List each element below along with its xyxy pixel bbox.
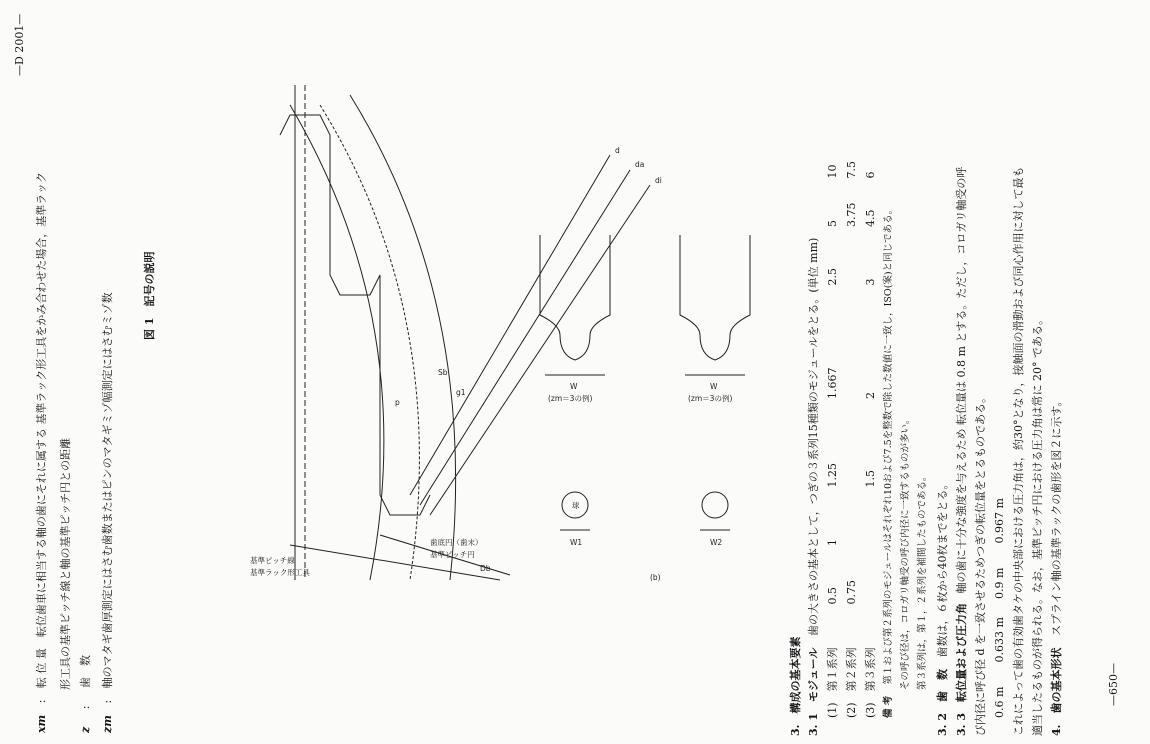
- section-3-2-title: 3. 2 歯 数: [936, 669, 949, 736]
- section-3-1-text: 歯の大きさの基本として，つぎの３系列15種類のモジュールをとる。(単位 mm): [807, 237, 820, 636]
- def-text: 軸のマタギ歯厚測定にはさむ歯数またはピンのマタギミゾ幅測定にはさむミゾ数: [101, 292, 114, 689]
- series-value: 0.75: [845, 580, 858, 605]
- dim-line-d: [410, 155, 610, 495]
- series-value: 5: [826, 220, 839, 227]
- tooth-arc-2: [320, 105, 419, 580]
- label-circle1: 歯底円（歯末）: [430, 538, 483, 547]
- series-value: 7.5: [845, 161, 858, 179]
- series-value: 10: [826, 164, 839, 179]
- def-colon: :: [101, 699, 114, 704]
- section-3-3: [956, 167, 967, 736]
- def-symbol: zm: [101, 715, 114, 733]
- page-reference: —D 2001—: [13, 13, 26, 76]
- series-label: (3) 第３系列: [864, 647, 877, 718]
- pin-bottom: [702, 492, 728, 518]
- series-value: 1.667: [826, 367, 839, 399]
- def-xm: [36, 172, 47, 733]
- series-label: (2) 第２系列: [845, 647, 858, 718]
- section-3-1: [808, 238, 819, 736]
- series-value: 3: [864, 278, 877, 286]
- def-colon: :: [79, 705, 92, 710]
- figure-1-diagram: [180, 75, 820, 595]
- series-value: 2.5: [826, 268, 839, 286]
- shift-values-row: [994, 484, 1005, 719]
- series-label: (1) 第１系列: [826, 647, 839, 718]
- series-value: 1.5: [864, 470, 877, 488]
- label-zm-note-lower: (zm＝3の例): [688, 394, 733, 403]
- section-3-3-text: 軸の歯に十分な強度を与えるため 転位量は 0.8 m とする。ただし，コロガリ軸受の呼: [955, 166, 968, 594]
- def-zm: [102, 292, 113, 733]
- tooth-arc-1: [290, 105, 384, 580]
- def-text: 歯 数: [79, 655, 92, 689]
- module-series-row: [846, 149, 857, 719]
- remark-3: 第３系列は，第１，２系列を補間したものである。: [917, 471, 928, 690]
- section-4: [1051, 395, 1062, 736]
- def-text: 転 位 量 転位歯車に相当する軸の歯にそれに属する 基準ラック形工具をかみ合わせた場合，基準ラック: [35, 172, 48, 689]
- spline-profile-lower: [680, 235, 750, 360]
- label-di: di: [655, 176, 662, 185]
- module-series-row: [865, 149, 876, 719]
- section-3-3-line4: 適当したるものが得られる。なお，基準ピッチ円における圧力角は常に 20° である。: [1031, 313, 1044, 736]
- section-3-heading: 3. 構成の基本要素: [789, 636, 802, 736]
- label-p: p: [395, 398, 400, 407]
- label-pin-w1: W1: [570, 538, 583, 547]
- series-value: 6: [864, 171, 877, 179]
- label-pin-w2: W2: [710, 538, 723, 547]
- label-da: da: [635, 160, 645, 169]
- label-circle2: 基準ピッチ円: [430, 550, 475, 559]
- label-ball: 球: [572, 501, 580, 510]
- shift-value: 0.9 m: [993, 567, 1006, 599]
- section-3-2: [937, 479, 948, 736]
- page-number: —650—: [1107, 663, 1120, 706]
- series-value: 4.5: [864, 209, 877, 227]
- label-fig-b: (b): [650, 573, 661, 582]
- label-zm-note-upper: (zm＝3の例): [548, 394, 593, 403]
- remark-text: 第１および第２系列のモジュールはそれぞれ10および7.5を整数で除した数値に一致し，ISO(案)と同じである。: [883, 204, 894, 685]
- shift-value: 0.633 m: [993, 617, 1006, 663]
- shift-value: 0.967 m: [993, 498, 1006, 544]
- section-3-2-text: 歯数は，６枚から40枚までをとる。: [936, 478, 949, 658]
- def-xm-cont: 形工具の基準ピッチ線と軸の基準ピッチ円との距離: [59, 437, 72, 690]
- series-value: 0.5: [826, 587, 839, 605]
- def-symbol: xm: [35, 714, 48, 733]
- section-4-title: 4. 歯の基本形状: [1050, 647, 1063, 736]
- label-g1: g1: [456, 388, 466, 397]
- label-sb: Sb: [438, 368, 448, 377]
- label-d: d: [615, 146, 620, 155]
- dim-line-di: [430, 185, 650, 515]
- shift-value: 0.6 m: [993, 686, 1006, 718]
- figure-caption: 図 1 記号の説明: [143, 251, 156, 340]
- series-value: 3.75: [845, 202, 858, 227]
- label-w-upper: W: [570, 382, 578, 391]
- tooth-arc-3: [350, 95, 456, 580]
- def-symbol: z: [79, 726, 92, 733]
- label-ref-rack: 基準ラック形工具: [250, 568, 310, 577]
- remark-label: 備 考: [883, 695, 894, 718]
- rack-profile: [280, 115, 430, 515]
- series-value: 2: [864, 392, 877, 399]
- def-colon: :: [35, 699, 48, 704]
- module-series-row: [827, 149, 838, 719]
- label-db: Db: [480, 564, 491, 573]
- series-value: 1: [826, 539, 839, 546]
- remark-2: その呼び径は，コロガリ軸受の呼び内径に一致するものが多い。: [900, 414, 911, 690]
- def-z: [80, 655, 91, 733]
- series-value: 1.25: [826, 463, 839, 488]
- section-3-3-title: 3. 3 転位量および圧力角: [955, 603, 968, 736]
- remark-1: [884, 205, 894, 718]
- section-3-1-title: 3. 1 モジュール: [807, 647, 820, 736]
- label-w-lower: W: [710, 382, 718, 391]
- label-pitch-line: 基準ピッチ線: [250, 556, 295, 565]
- section-3-3-line3: これによって歯の有効歯タケの中央部における圧力角は，約30°となり，接触面の滑動および同心作用に対して最も: [1012, 166, 1025, 736]
- section-4-text: スプライン軸の基準ラックの歯形を図２に示す。: [1050, 395, 1063, 637]
- section-3-3-line2: び内径に呼び径 d を一致させるためつぎの転位量をとるものである。: [974, 391, 987, 736]
- dim-line-da: [420, 170, 630, 505]
